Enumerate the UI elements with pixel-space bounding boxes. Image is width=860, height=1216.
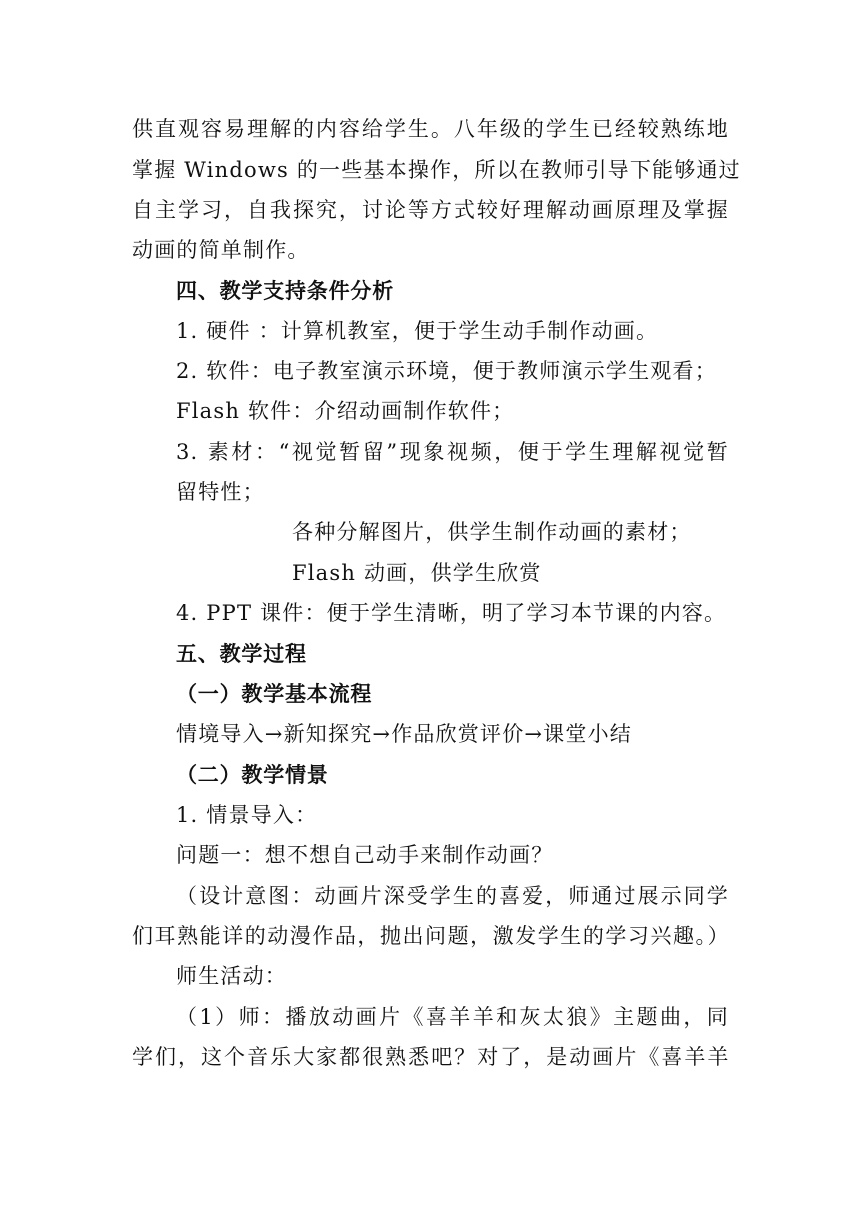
ppt-item: 4. PPT 课件：便于学生清晰，明了学习本节课的内容。 <box>176 601 727 625</box>
activity-step-line-2: 学们，这个音乐大家都很熟悉吧？对了，是动画片《喜羊羊 <box>132 1045 729 1069</box>
body-text-line-3: 自主学习，自我探究，讨论等方式较好理解动画原理及掌握 <box>132 198 729 222</box>
hardware-item: 1. 硬件 ：计算机教室，便于学生动手制作动画。 <box>176 319 659 343</box>
teacher-student-activity-label: 师生活动： <box>176 964 287 988</box>
section-heading-support-conditions: 四、教学支持条件分析 <box>176 279 394 303</box>
body-text-line-1: 供直观容易理解的内容给学生。八年级的学生已经较熟练地 <box>132 117 729 141</box>
software-item-continued: Flash 软件：介绍动画制作软件； <box>176 399 515 423</box>
software-item: 2. 软件：电子教室演示环境，便于教师演示学生观看； <box>176 359 717 383</box>
material-subitem-images: 各种分解图片，供学生制作动画的素材； <box>292 520 692 544</box>
design-intent-line-1: （设计意图：动画片深受学生的喜爱，师通过展示同学 <box>176 884 729 908</box>
design-intent-line-2: 们耳熟能详的动漫作品，抛出问题，激发学生的学习兴趣。） <box>132 924 729 948</box>
body-text-line-4: 动画的简单制作。 <box>132 238 310 262</box>
section-heading-teaching-process: 五、教学过程 <box>176 642 307 666</box>
material-item: 3. 素材：“视觉暂留”现象视频，便于学生理解视觉暂 <box>176 440 729 464</box>
basic-flow-text: 情境导入→新知探究→作品欣赏评价→课堂小结 <box>176 722 632 746</box>
subheading-teaching-scene: （二）教学情景 <box>176 763 329 787</box>
subheading-basic-flow: （一）教学基本流程 <box>176 682 373 706</box>
body-text-line-2: 掌握 Windows 的一些基本操作，所以在教师引导下能够通过 <box>132 158 741 182</box>
material-item-continued: 留特性； <box>176 480 265 504</box>
material-subitem-flash: Flash 动画，供学生欣赏 <box>292 561 542 585</box>
question-one-text: 问题一：想不想自己动手来制作动画？ <box>176 843 554 867</box>
scene-intro-label: 1. 情景导入： <box>176 803 318 827</box>
activity-step-line-1: （1）师：播放动画片《喜羊羊和灰太狼》主题曲，同 <box>176 1005 729 1029</box>
